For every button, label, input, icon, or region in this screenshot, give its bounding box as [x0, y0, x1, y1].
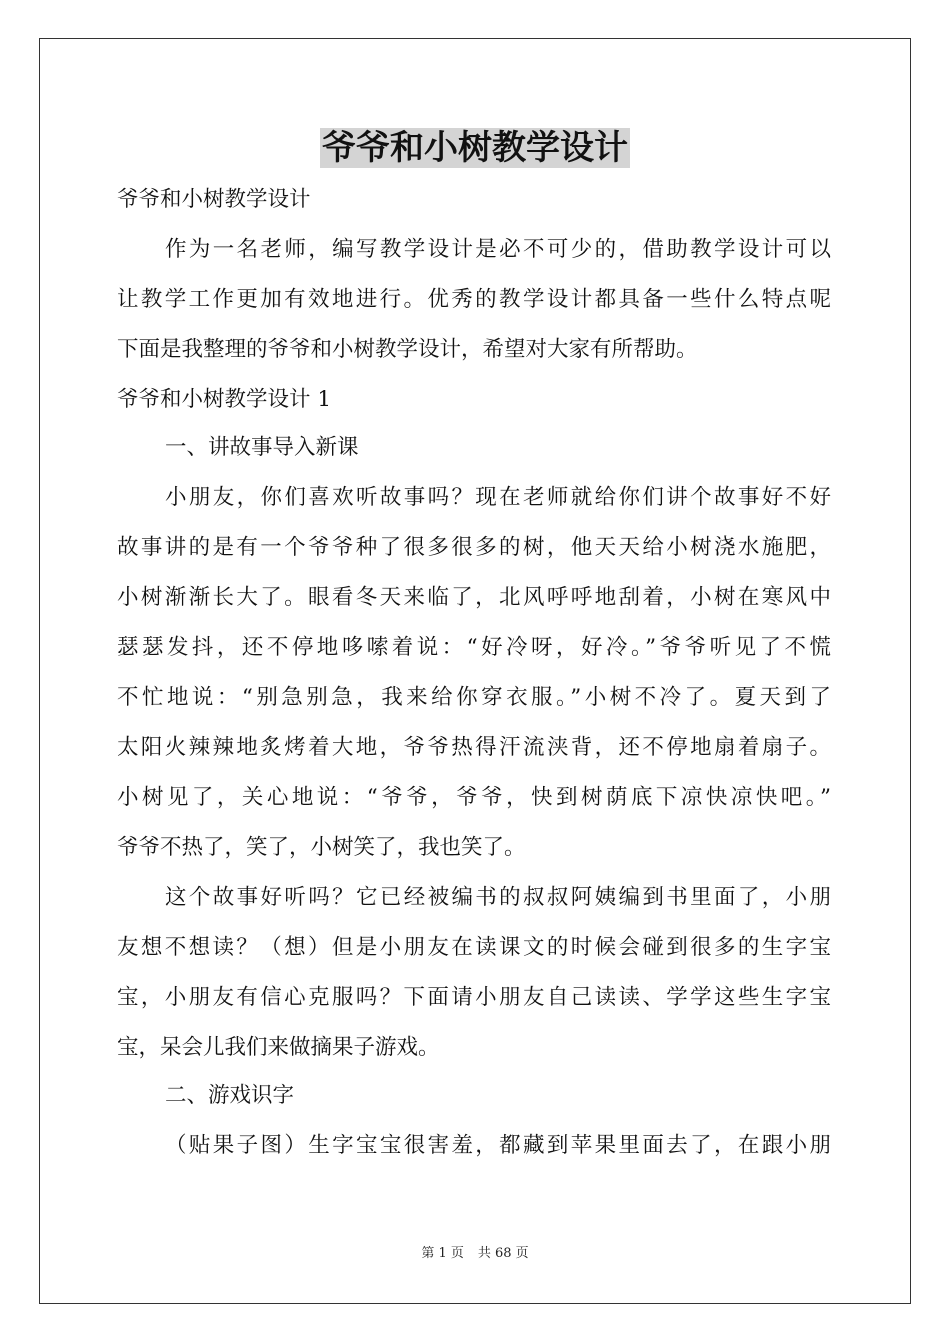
page-border [39, 38, 911, 1304]
page-number: 第 1 页 [421, 1246, 464, 1261]
paragraph-line: 宝，呆会儿我们来做摘果子游戏。 [117, 1035, 440, 1060]
paragraph-line: 作为一名老师，编写教学设计是必不可少的，借助教学设计可以 [165, 237, 831, 262]
page-footer [0, 1245, 950, 1263]
paragraph-line: 小树见了，关心地说：“爷爷，爷爷，快到树荫底下凉快凉快吧。” [117, 785, 831, 810]
paragraph-line: 这个故事好听吗？它已经被编书的叔叔阿姨编到书里面了，小朋 [165, 885, 831, 910]
paragraph-line: 下面是我整理的爷爷和小树教学设计，希望对大家有所帮助。 [117, 337, 698, 362]
paragraph-line: 小树渐渐长大了。眼看冬天来临了，北风呼呼地刮着，小树在寒风中 [117, 585, 831, 610]
document-title [0, 126, 950, 170]
paragraph-line: 宝，小朋友有信心克服吗？下面请小朋友自己读读、学学这些生字宝 [117, 985, 831, 1010]
document-title-text: 爷爷和小树教学设计 [322, 128, 628, 168]
subsection-heading: 二、游戏识字 [165, 1083, 295, 1108]
paragraph-line: 瑟瑟发抖，还不停地哆嗦着说：“好冷呀，好冷。”爷爷听见了不慌 [117, 635, 831, 660]
paragraph-line: 不忙地说：“别急别急，我来给你穿衣服。”小树不冷了。夏天到了 [117, 685, 831, 710]
paragraph-line: 友想不想读？（想）但是小朋友在读课文的时候会碰到很多的生字宝 [117, 935, 831, 960]
subsection-heading: 一、讲故事导入新课 [165, 435, 359, 460]
section-heading: 爷爷和小树教学设计 1 [117, 387, 332, 412]
paragraph-line: 太阳火辣辣地炙烤着大地，爷爷热得汗流浃背，还不停地扇着扇子。 [117, 735, 831, 760]
page-total: 共 68 页 [477, 1246, 529, 1261]
subtitle-line: 爷爷和小树教学设计 [117, 187, 311, 212]
paragraph-line: 爷爷不热了，笑了，小树笑了，我也笑了。 [117, 835, 526, 860]
paragraph-line: （贴果子图）生字宝宝很害羞，都藏到苹果里面去了，在跟小朋 [165, 1133, 831, 1158]
paragraph-line: 故事讲的是有一个爷爷种了很多很多的树，他天天给小树浇水施肥， [117, 535, 831, 560]
paragraph-line: 小朋友，你们喜欢听故事吗？现在老师就给你们讲个故事好不好 [165, 485, 831, 510]
paragraph-line: 让教学工作更加有效地进行。优秀的教学设计都具备一些什么特点呢 [117, 287, 831, 312]
